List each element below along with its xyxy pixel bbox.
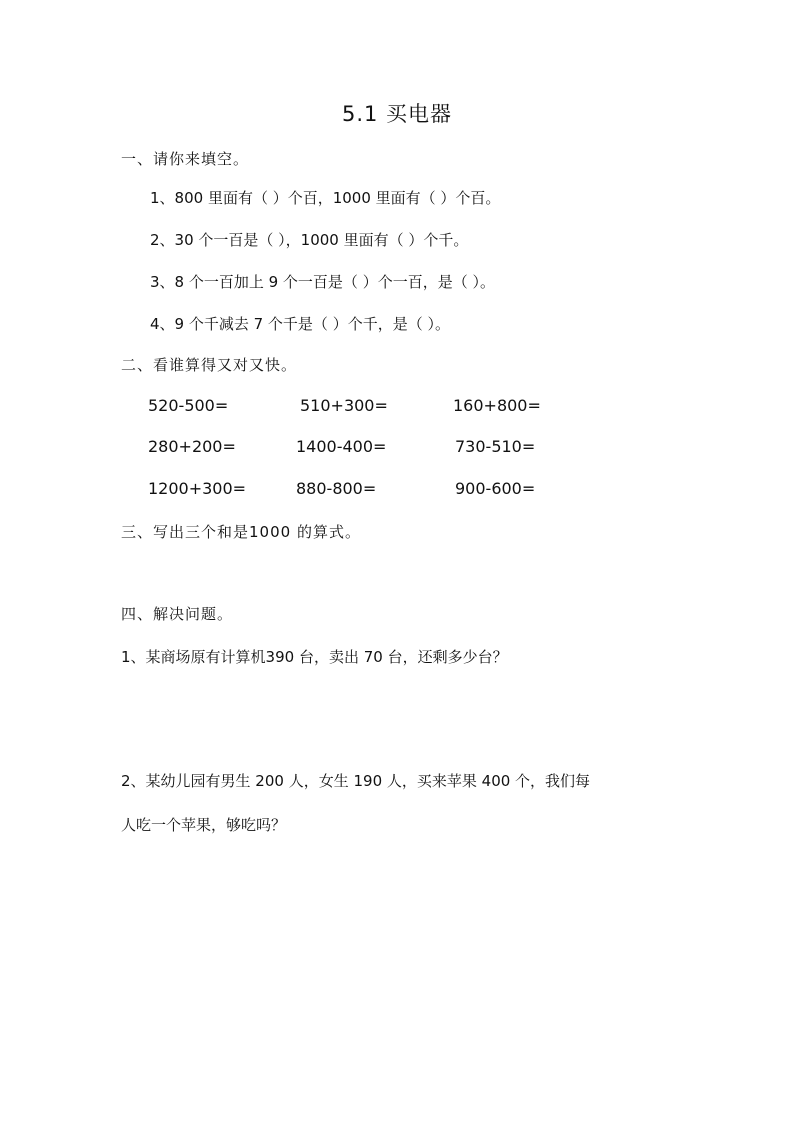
- page-title: 5.1 买电器: [341, 102, 453, 126]
- fill-item-4: 4、9 个千减去 7 个千是（ ）个千，是（ ）。: [150, 315, 450, 333]
- section1-heading: 一、请你来填空。: [121, 150, 250, 168]
- calc-r2-c3: 730-510=: [455, 437, 536, 456]
- section2-heading: 二、看谁算得又对又快。: [121, 356, 298, 374]
- problem-2-line2: 人吃一个苹果，够吃吗？: [121, 816, 287, 834]
- fill-item-3: 3、8 个一百加上 9 个一百是（ ）个一百，是（ ）。: [150, 273, 495, 291]
- calc-r3-c2: 880-800=: [296, 479, 377, 498]
- calc-r2-c2: 1400-400=: [296, 437, 387, 456]
- fill-item-2: 2、30 个一百是（ ），1000 里面有（ ）个千。: [150, 231, 469, 249]
- calc-r1-c3: 160+800=: [453, 396, 541, 415]
- calc-r1-c1: 520-500=: [148, 396, 229, 415]
- calc-r3-c1: 1200+300=: [148, 479, 247, 498]
- section4-heading: 四、解决问题。: [121, 605, 234, 623]
- problem-2-line1: 2、某幼儿园有男生 200 人，女生 190 人，买来苹果 400 个，我们每: [121, 772, 591, 790]
- problem-1: 1、某商场原有计算机390 台，卖出 70 台，还剩多少台？: [121, 648, 508, 666]
- fill-item-1: 1、800 里面有（ ）个百，1000 里面有（ ）个百。: [150, 189, 501, 207]
- section3-heading: 三、写出三个和是1000 的算式。: [121, 523, 361, 541]
- calc-r3-c3: 900-600=: [455, 479, 536, 498]
- calc-r2-c1: 280+200=: [148, 437, 236, 456]
- calc-r1-c2: 510+300=: [300, 396, 388, 415]
